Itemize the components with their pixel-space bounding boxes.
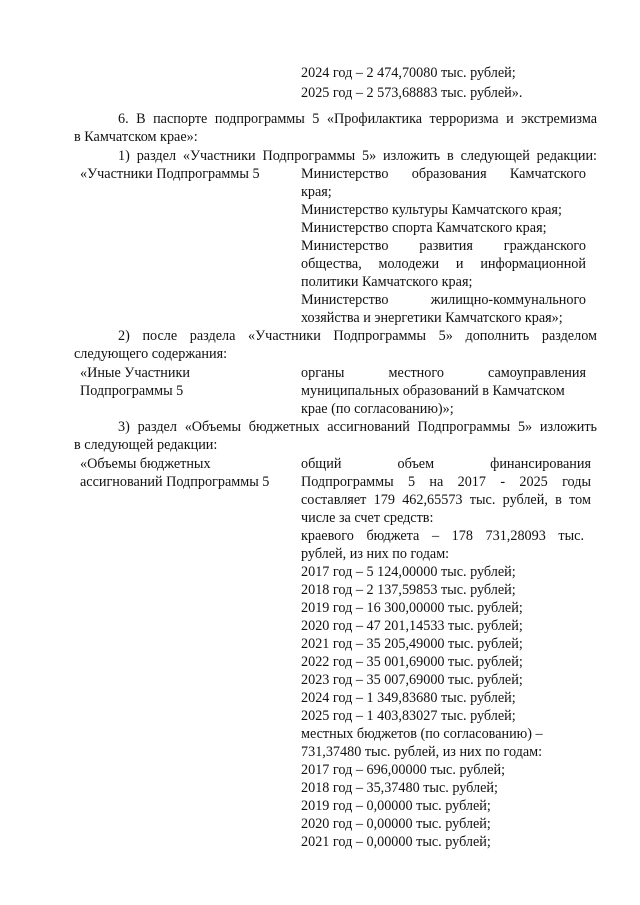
participants-value-line: Министерство развития гражданского xyxy=(301,238,586,254)
budget-allocations-label: ассигнований Подпрограммы 5 xyxy=(80,474,270,490)
budget-year-line: 2025 год – 1 403,83027 тыс. рублей; xyxy=(301,708,516,724)
budget-year-line: 2019 год – 0,00000 тыс. рублей; xyxy=(301,798,491,814)
budget-year-line: 2022 год – 35 001,69000 тыс. рублей; xyxy=(301,654,523,670)
funding-line-2025: 2025 год – 2 573,68883 тыс. рублей». xyxy=(301,85,523,101)
other-participants-value-line: муниципальных образований в Камчатском xyxy=(301,383,565,399)
participants-value-line: края; xyxy=(301,184,332,200)
budget-value-line: местных бюджетов (по согласованию) – xyxy=(301,726,543,742)
participants-value-line: общества, молодежи и информационной xyxy=(301,256,586,272)
budget-year-line: 2020 год – 0,00000 тыс. рублей; xyxy=(301,816,491,832)
participants-value-line: Министерство спорта Камчатского края; xyxy=(301,220,547,236)
sub-1-heading: 1) раздел «Участники Подпрограммы 5» изложить в следующей редакции: xyxy=(118,148,597,164)
budget-year-line: 2017 год – 5 124,00000 тыс. рублей; xyxy=(301,564,516,580)
budget-year-line: 2019 год – 16 300,00000 тыс. рублей; xyxy=(301,600,523,616)
other-participants-value-line: органы местного самоуправления xyxy=(301,365,586,381)
budget-year-line: 2020 год – 47 201,14533 тыс. рублей; xyxy=(301,618,523,634)
budget-value-line: составляет 179 462,65573 тыс. рублей, в том xyxy=(301,492,591,508)
sub-3-heading-line1: 3) раздел «Объемы бюджетных ассигнований Подпрограммы 5» изложить xyxy=(118,419,597,435)
participants-value-line: Министерство культуры Камчатского края; xyxy=(301,202,562,218)
budget-year-line: 2017 год – 696,00000 тыс. рублей; xyxy=(301,762,506,778)
budget-value-line: общий объем финансирования xyxy=(301,456,591,472)
sub-3-heading-line2: в следующей редакции: xyxy=(74,437,218,453)
budget-allocations-label: «Объемы бюджетных xyxy=(80,456,211,472)
item-6-paragraph-line1: 6. В паспорте подпрограммы 5 «Профилактика терроризма и экстремизма xyxy=(118,111,597,127)
other-participants-label: Подпрограммы 5 xyxy=(80,383,184,399)
participants-value-line: политики Камчатского края; xyxy=(301,274,473,290)
budget-year-line: 2021 год – 0,00000 тыс. рублей; xyxy=(301,834,491,850)
other-participants-label: «Иные Участники xyxy=(80,365,190,381)
budget-value-line: числе за счет средств: xyxy=(301,510,434,526)
budget-value-line: Подпрограммы 5 на 2017 - 2025 годы xyxy=(301,474,591,490)
budget-year-line: 2018 год – 2 137,59853 тыс. рублей; xyxy=(301,582,516,598)
participants-label: «Участники Подпрограммы 5 xyxy=(80,166,260,182)
budget-year-line: 2018 год – 35,37480 тыс. рублей; xyxy=(301,780,498,796)
budget-value-line: 731,37480 тыс. рублей, из них по годам: xyxy=(301,744,543,760)
budget-value-line: рублей, из них по годам: xyxy=(301,546,450,562)
participants-value-line: Министерство жилищно-коммунального xyxy=(301,292,586,308)
other-participants-value-line: крае (по согласованию)»; xyxy=(301,401,454,417)
budget-year-line: 2024 год – 1 349,83680 тыс. рублей; xyxy=(301,690,516,706)
funding-line-2024: 2024 год – 2 474,70080 тыс. рублей; xyxy=(301,65,516,81)
budget-year-line: 2023 год – 35 007,69000 тыс. рублей; xyxy=(301,672,523,688)
budget-year-line: 2021 год – 35 205,49000 тыс. рублей; xyxy=(301,636,523,652)
participants-value-line: Министерство образования Камчатского xyxy=(301,166,586,182)
sub-2-heading-line1: 2) после раздела «Участники Подпрограммы 5» дополнить разделом xyxy=(118,328,597,344)
participants-value-line: хозяйства и энергетики Камчатского края»; xyxy=(301,310,563,326)
sub-2-heading-line2: следующего содержания: xyxy=(74,346,228,362)
item-6-paragraph-line2: в Камчатском крае»: xyxy=(74,129,198,145)
budget-value-line: краевого бюджета – 178 731,28093 тыс. xyxy=(301,528,584,544)
